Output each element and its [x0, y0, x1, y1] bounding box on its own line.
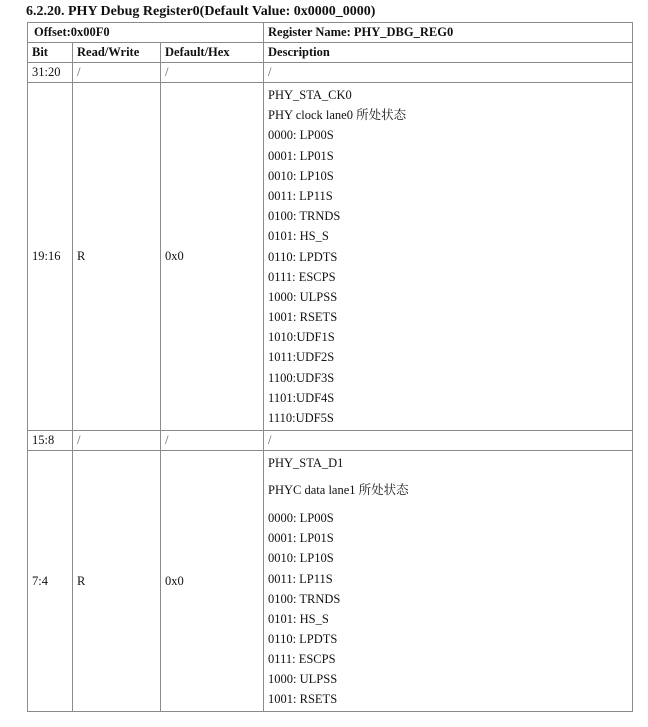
state-value: 0101: HS_S	[268, 611, 329, 626]
table-row	[28, 83, 633, 431]
state-value: 0110: LPDTS	[268, 249, 338, 264]
default-cell: 0x0	[161, 451, 264, 712]
state-value: 0100: TRNDS	[268, 209, 341, 224]
state-value: 0011: LP11S	[268, 571, 333, 586]
state-value: 0000: LP00S	[268, 128, 334, 143]
bit-cell: 7:4	[28, 451, 73, 712]
state-value: 1000: ULPSS	[268, 672, 338, 687]
state-value: 1010:UDF1S	[268, 330, 335, 345]
rw-cell: R	[73, 451, 161, 712]
description-cell: /	[264, 63, 633, 83]
rw-cell: /	[73, 431, 161, 451]
state-value: 0100: TRNDS	[268, 591, 341, 606]
state-value: 0010: LP10S	[268, 551, 334, 566]
state-value: 0001: LP01S	[268, 148, 334, 163]
column-header-default: Default/Hex	[161, 43, 264, 63]
state-value: 0011: LP11S	[268, 188, 333, 203]
description-cell	[264, 83, 633, 431]
state-value: 0010: LP10S	[268, 168, 334, 183]
state-value: 1100:UDF3S	[268, 370, 335, 385]
column-header-bit: Bit	[28, 43, 73, 63]
rw-cell: R	[73, 83, 161, 431]
state-value: 0000: LP00S	[268, 511, 334, 526]
state-value: 1001: RSETS	[268, 692, 338, 707]
field-summary: PHY clock lane0 所处状态	[268, 108, 407, 123]
table-row	[28, 63, 633, 83]
rw-cell: /	[73, 63, 161, 83]
table-row	[28, 431, 633, 451]
description-cell	[264, 451, 633, 712]
state-value: 1001: RSETS	[268, 310, 338, 325]
section-title: 6.2.20. PHY Debug Register0(Default Value: 0x0000_0000)	[26, 4, 376, 19]
state-value: 1000: ULPSS	[268, 289, 338, 304]
register-header-row	[28, 23, 633, 43]
state-value: 0001: LP01S	[268, 531, 334, 546]
state-value: 0101: HS_S	[268, 229, 329, 244]
register-name-cell: Register Name: PHY_DBG_REG0	[264, 23, 633, 43]
register-table	[27, 22, 633, 712]
field-name: PHY_STA_CK0	[268, 88, 352, 102]
column-header-row	[28, 43, 633, 63]
column-header-description: Description	[264, 43, 633, 63]
state-value: 0111: ESCPS	[268, 651, 336, 666]
state-value: 1110:UDF5S	[268, 411, 334, 425]
bit-cell: 19:16	[28, 83, 73, 431]
offset-cell: Offset:0x00F0	[28, 23, 264, 43]
column-header-read-write: Read/Write	[73, 43, 161, 63]
default-cell: /	[161, 431, 264, 451]
field-name: PHY_STA_D1	[268, 456, 344, 471]
default-cell: /	[161, 63, 264, 83]
description-cell: /	[264, 431, 633, 451]
default-cell: 0x0	[161, 83, 264, 431]
bit-cell: 15:8	[28, 431, 73, 451]
bit-cell: 31:20	[28, 63, 73, 83]
state-value: 1011:UDF2S	[268, 350, 335, 365]
state-value: 0111: ESCPS	[268, 269, 336, 284]
state-value: 1101:UDF4S	[268, 390, 335, 405]
table-row	[28, 451, 633, 712]
state-value: 0110: LPDTS	[268, 631, 338, 646]
field-summary: PHYC data lane1 所处状态	[268, 483, 409, 498]
